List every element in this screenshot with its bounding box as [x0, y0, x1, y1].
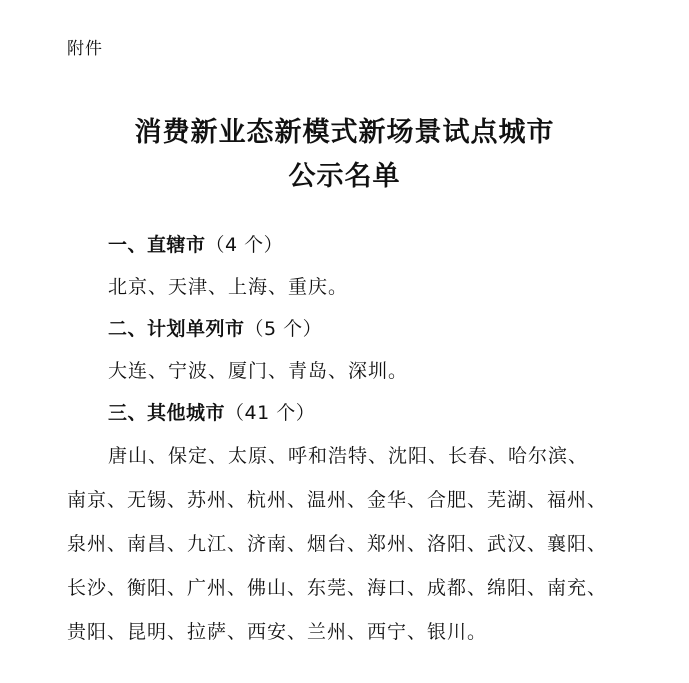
document-body [67, 224, 628, 654]
section-count: （5 个） [244, 318, 323, 340]
title-line-1: 消费新业态新模式新场景试点城市 [134, 117, 555, 148]
city-list-line: 北京、天津、上海、重庆。 [108, 276, 349, 298]
section-heading-other-cities [108, 392, 628, 434]
section-heading-text: 一、直辖市 [108, 234, 206, 256]
section-heading-text: 三、其他城市 [108, 402, 226, 424]
attachment-label: 附件 [67, 39, 103, 59]
document-title [0, 111, 689, 199]
city-list-line: 南京、无锡、苏州、杭州、温州、金华、合肥、芜湖、福州、 [67, 489, 608, 511]
section-heading-text: 二、计划单列市 [108, 318, 245, 340]
section-count: （4 个） [205, 234, 284, 256]
city-list-line: 大连、宁波、厦门、青岛、深圳。 [108, 360, 409, 382]
other-cities-list [67, 434, 628, 654]
section-heading-planned-cities [108, 308, 628, 350]
section-heading-municipalities [108, 224, 628, 266]
title-line-2: 公示名单 [288, 161, 401, 192]
city-list-line: 长沙、衡阳、广州、佛山、东莞、海口、成都、绵阳、南充、 [67, 577, 608, 599]
city-list-line: 泉州、南昌、九江、济南、烟台、郑州、洛阳、武汉、襄阳、 [67, 533, 608, 555]
section-count: （41 个） [225, 402, 316, 424]
city-list-line: 唐山、保定、太原、呼和浩特、沈阳、长春、哈尔滨、 [108, 445, 589, 467]
city-list-line: 贵阳、昆明、拉萨、西安、兰州、西宁、银川。 [67, 621, 488, 643]
